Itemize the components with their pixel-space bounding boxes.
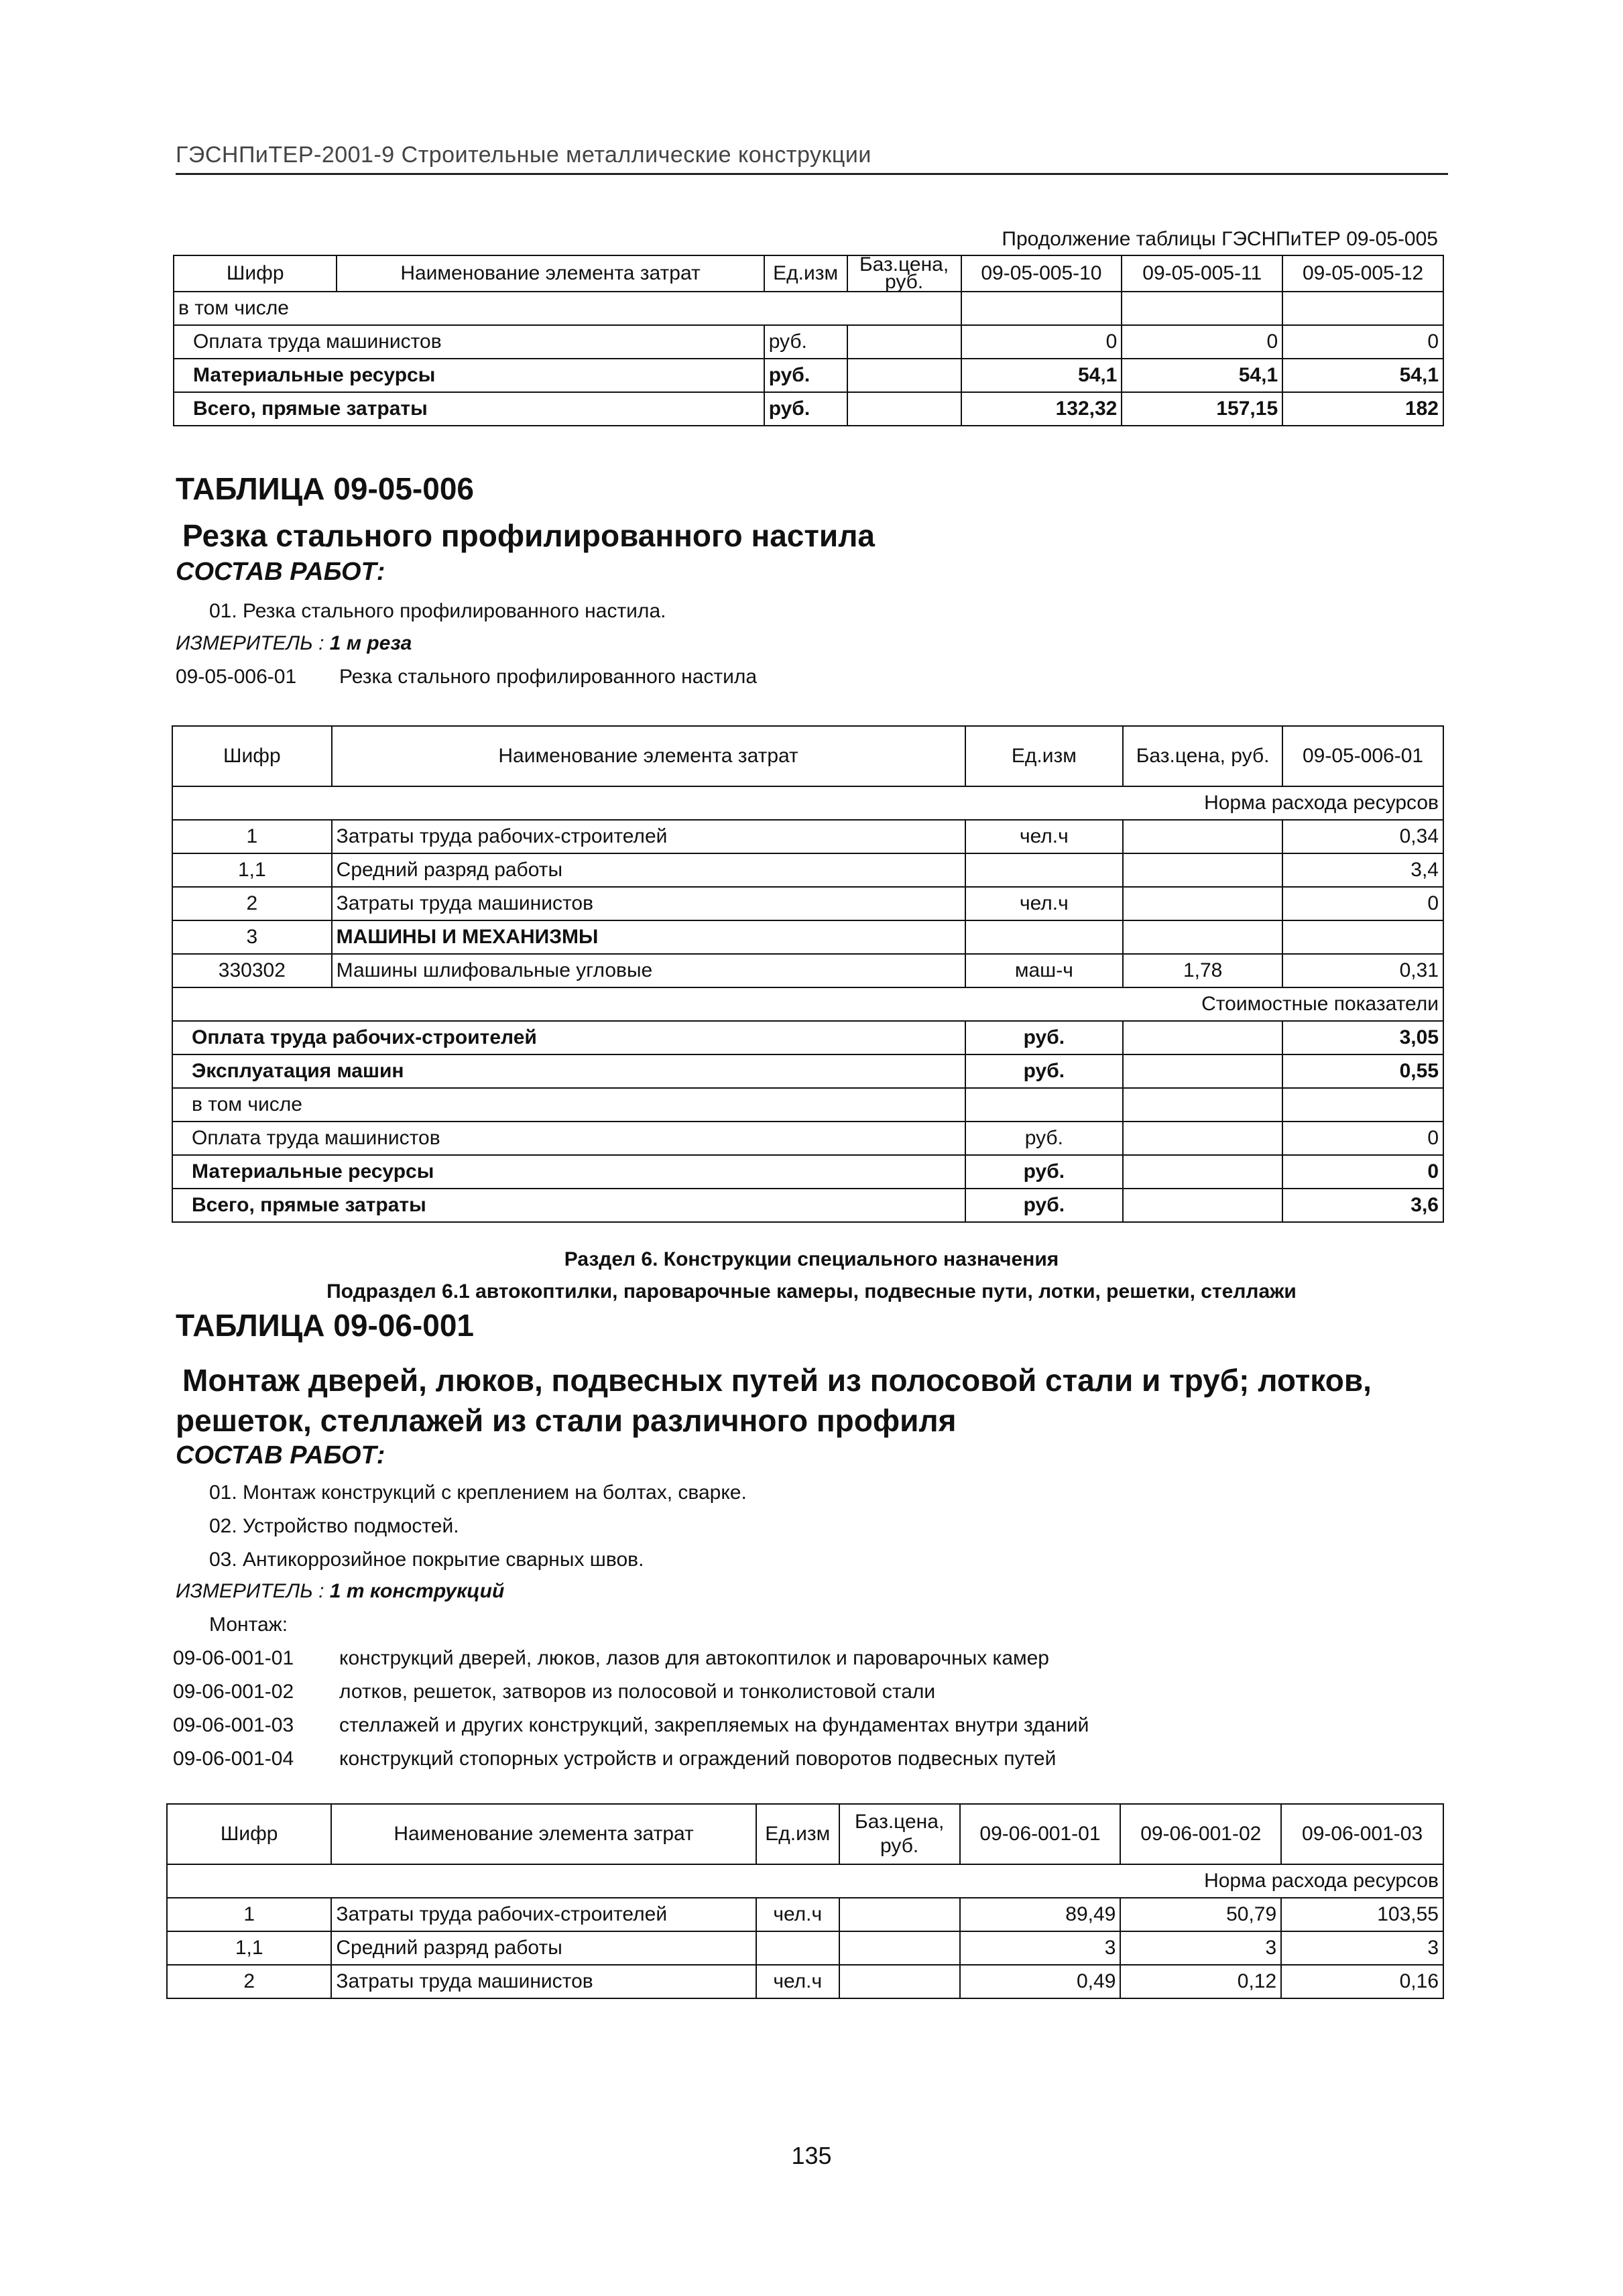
row-value bbox=[1282, 920, 1443, 954]
row-price bbox=[1123, 920, 1282, 954]
row-name: Всего, прямые затраты bbox=[174, 392, 764, 426]
table-row bbox=[167, 1898, 1443, 1931]
continuation-table bbox=[173, 255, 1444, 426]
header-cell: 09-05-005-11 bbox=[1122, 255, 1282, 292]
row-name: Материальные ресурсы bbox=[174, 359, 764, 392]
row-name: Эксплуатация машин bbox=[172, 1054, 965, 1088]
row-unit: руб. bbox=[965, 1155, 1124, 1189]
code-desc: стеллажей и других конструкций, закрепляемых на фундаментах внутри зданий bbox=[339, 1714, 1089, 1736]
header-cell: Шифр bbox=[174, 255, 337, 292]
row-unit: руб. bbox=[764, 392, 847, 426]
norma-row bbox=[167, 1864, 1443, 1898]
row-value: 103,55 bbox=[1281, 1898, 1443, 1931]
row-unit bbox=[965, 853, 1124, 887]
code-line bbox=[173, 1647, 1049, 1670]
row-name: МАШИНЫ И МЕХАНИЗМЫ bbox=[332, 920, 965, 954]
code: 09-05-006-01 bbox=[176, 666, 297, 688]
sostav-label: СОСТАВ РАБОТ: bbox=[176, 1441, 385, 1469]
continuation-caption: Продолжение таблицы ГЭСНПиТЕР 09-05-005 bbox=[1002, 228, 1438, 250]
row-code: 1 bbox=[167, 1898, 331, 1931]
row-value: 3 bbox=[1120, 1931, 1281, 1965]
row-name: в том числе bbox=[174, 292, 764, 325]
cost-row bbox=[172, 1189, 1443, 1222]
cost-row bbox=[172, 1155, 1443, 1189]
row-name: Материальные ресурсы bbox=[172, 1155, 965, 1189]
row-name: Затраты труда рабочих-строителей bbox=[332, 820, 965, 853]
table-row bbox=[174, 392, 1443, 426]
row-code: 2 bbox=[172, 887, 332, 920]
code-desc: Резка стального профилированного настила bbox=[339, 666, 758, 688]
work-item: 01. Резка стального профилированного настила. bbox=[209, 600, 666, 622]
header-cell: Наименование элемента затрат bbox=[332, 726, 965, 786]
row-value: 0 bbox=[961, 325, 1122, 359]
razdel-heading: Раздел 6. Конструкции специального назначения bbox=[564, 1248, 1059, 1270]
row-value: 132,32 bbox=[961, 392, 1122, 426]
cost-row bbox=[172, 1054, 1443, 1088]
code-line bbox=[173, 1748, 1056, 1770]
row-value: 0,55 bbox=[1282, 1054, 1443, 1088]
row-unit: маш-ч bbox=[965, 954, 1124, 987]
code-line bbox=[176, 666, 757, 688]
row-value: 50,79 bbox=[1120, 1898, 1281, 1931]
row-value: 89,49 bbox=[960, 1898, 1121, 1931]
code-desc: конструкций дверей, люков, лазов для автокоптилок и пароварочных камер bbox=[339, 1647, 1049, 1669]
row-unit bbox=[756, 1931, 839, 1965]
row-name: Оплата труда машинистов bbox=[174, 325, 764, 359]
row-name: Затраты труда рабочих-строителей bbox=[331, 1898, 756, 1931]
header-cell: Ед.изм bbox=[764, 255, 847, 292]
header-cell: 09-06-001-01 bbox=[960, 1804, 1121, 1864]
header-cell: Шифр bbox=[172, 726, 332, 786]
row-code: 1,1 bbox=[167, 1931, 331, 1965]
row-unit: руб. bbox=[965, 1122, 1124, 1155]
header-cell: Ед.изм bbox=[756, 1804, 839, 1864]
row-value: 0,16 bbox=[1281, 1965, 1443, 1998]
row-name: Затраты труда машинистов bbox=[331, 1965, 756, 1998]
table-09-05-006 bbox=[172, 725, 1444, 1223]
table-row bbox=[172, 920, 1443, 954]
row-price bbox=[1123, 853, 1282, 887]
row-value: 0 bbox=[1122, 325, 1282, 359]
cost-row bbox=[172, 1021, 1443, 1054]
row-name: Всего, прямые затраты bbox=[172, 1189, 965, 1222]
row-unit: чел.ч bbox=[965, 820, 1124, 853]
header-cell: Наименование элемента затрат bbox=[331, 1804, 756, 1864]
code: 09-06-001-02 bbox=[173, 1681, 294, 1703]
cost-row bbox=[172, 1088, 1443, 1122]
row-value: 54,1 bbox=[1282, 359, 1443, 392]
page-number: 135 bbox=[791, 2142, 832, 2169]
running-header: ГЭСНПиТЕР-2001-9 Строительные металлические конструкции bbox=[176, 142, 871, 168]
code-line bbox=[173, 1681, 935, 1703]
row-price bbox=[1123, 820, 1282, 853]
table-row bbox=[174, 325, 1443, 359]
row-name: Средний разряд работы bbox=[331, 1931, 756, 1965]
header-cell: 09-06-001-03 bbox=[1281, 1804, 1443, 1864]
table-09-06-001 bbox=[166, 1803, 1444, 1999]
table-header-row bbox=[167, 1804, 1443, 1864]
work-item: 02. Устройство подмостей. bbox=[209, 1515, 459, 1537]
table-row bbox=[172, 887, 1443, 920]
row-code: 3 bbox=[172, 920, 332, 954]
table-title: ТАБЛИЦА 09-06-001 bbox=[176, 1308, 474, 1343]
stoim-label: Стоимостные показатели bbox=[172, 987, 1443, 1021]
row-unit: чел.ч bbox=[756, 1898, 839, 1931]
work-item: 01. Монтаж конструкций с креплением на болтах, сварке. bbox=[209, 1482, 747, 1504]
table-row bbox=[167, 1931, 1443, 1965]
montazh-label: Монтаж: bbox=[209, 1614, 288, 1636]
row-unit bbox=[965, 920, 1124, 954]
podrazdel-heading: Подраздел 6.1 автокоптилки, пароварочные камеры, подвесные пути, лотки, решетки, стеллажи bbox=[326, 1280, 1297, 1303]
row-value: 54,1 bbox=[961, 359, 1122, 392]
row-code: 2 bbox=[167, 1965, 331, 1998]
row-unit: чел.ч bbox=[965, 887, 1124, 920]
izmeritel-label: ИЗМЕРИТЕЛЬ : bbox=[176, 1580, 324, 1602]
table-row bbox=[167, 1965, 1443, 1998]
row-unit: руб. bbox=[764, 325, 847, 359]
row-value: 0,12 bbox=[1120, 1965, 1281, 1998]
row-value: 0,49 bbox=[960, 1965, 1121, 1998]
row-value: 0 bbox=[1282, 1122, 1443, 1155]
row-unit: руб. bbox=[965, 1189, 1124, 1222]
code: 09-06-001-01 bbox=[173, 1647, 294, 1669]
row-unit: руб. bbox=[764, 359, 847, 392]
work-item: 03. Антикоррозийное покрытие сварных швов. bbox=[209, 1549, 644, 1571]
row-value: 0,31 bbox=[1282, 954, 1443, 987]
table-header-row bbox=[172, 726, 1443, 786]
row-price bbox=[1123, 887, 1282, 920]
norma-label: Норма расхода ресурсов bbox=[167, 1864, 1443, 1898]
table-row bbox=[174, 292, 1443, 325]
code-desc: конструкций стопорных устройств и ограждений поворотов подвесных путей bbox=[339, 1748, 1057, 1770]
header-cell: Шифр bbox=[167, 1804, 331, 1864]
row-unit: руб. bbox=[965, 1054, 1124, 1088]
table-header-row bbox=[174, 255, 1443, 292]
row-unit: чел.ч bbox=[756, 1965, 839, 1998]
row-value: 54,1 bbox=[1122, 359, 1282, 392]
row-unit bbox=[965, 1088, 1124, 1122]
izmeritel-label: ИЗМЕРИТЕЛЬ : bbox=[176, 632, 324, 654]
izmeritel bbox=[176, 632, 412, 655]
row-value: 3 bbox=[1281, 1931, 1443, 1965]
code: 09-06-001-04 bbox=[173, 1748, 294, 1770]
code-line bbox=[173, 1714, 1089, 1737]
table-row bbox=[174, 359, 1443, 392]
izmeritel-value: 1 т конструкций bbox=[329, 1580, 505, 1602]
code-desc: лотков, решеток, затворов из полосовой и тонколистовой стали bbox=[339, 1681, 936, 1703]
row-value: 0 bbox=[1282, 1155, 1443, 1189]
row-value: 3,4 bbox=[1282, 853, 1443, 887]
table-row bbox=[172, 954, 1443, 987]
row-value: 0 bbox=[1282, 325, 1443, 359]
row-name: Затраты труда машинистов bbox=[332, 887, 965, 920]
row-value: 182 bbox=[1282, 392, 1443, 426]
header-cell: Наименование элемента затрат bbox=[337, 255, 764, 292]
header-cell: Ед.изм bbox=[965, 726, 1124, 786]
code: 09-06-001-03 bbox=[173, 1714, 294, 1736]
header-rule bbox=[176, 173, 1448, 175]
header-cell: Баз.цена, руб. bbox=[1123, 726, 1282, 786]
sostav-label: СОСТАВ РАБОТ: bbox=[176, 558, 385, 586]
table-name-line1: Монтаж дверей, люков, подвесных путей из полосовой стали и труб; лотков, bbox=[182, 1363, 1372, 1398]
row-name: Машины шлифовальные угловые bbox=[332, 954, 965, 987]
row-code: 1,1 bbox=[172, 853, 332, 887]
row-code: 330302 bbox=[172, 954, 332, 987]
row-value: 3,6 bbox=[1282, 1189, 1443, 1222]
table-row bbox=[172, 820, 1443, 853]
row-code: 1 bbox=[172, 820, 332, 853]
row-value bbox=[1282, 1088, 1443, 1122]
row-name: Средний разряд работы bbox=[332, 853, 965, 887]
row-value: 157,15 bbox=[1122, 392, 1282, 426]
row-value: 0,34 bbox=[1282, 820, 1443, 853]
row-value: 3,05 bbox=[1282, 1021, 1443, 1054]
header-cell: 09-06-001-02 bbox=[1120, 1804, 1281, 1864]
norma-label: Норма расхода ресурсов bbox=[172, 786, 1443, 820]
stoim-row bbox=[172, 987, 1443, 1021]
table-title: ТАБЛИЦА 09-05-006 bbox=[176, 471, 474, 506]
row-unit: руб. bbox=[965, 1021, 1124, 1054]
table-name: Резка стального профилированного настила bbox=[182, 518, 876, 553]
izmeritel bbox=[176, 1580, 504, 1603]
row-name: Оплата труда машинистов bbox=[172, 1122, 965, 1155]
header-cell: 09-05-006-01 bbox=[1282, 726, 1443, 786]
header-cell: Баз.цена, руб. bbox=[847, 255, 961, 292]
header-cell: Баз.цена, руб. bbox=[839, 1804, 960, 1864]
table-name-line2: решеток, стеллажей из стали различного профиля bbox=[176, 1403, 957, 1438]
row-price: 1,78 bbox=[1123, 954, 1282, 987]
norma-row bbox=[172, 786, 1443, 820]
cost-row bbox=[172, 1122, 1443, 1155]
row-name: в том числе bbox=[172, 1088, 965, 1122]
header-cell: 09-05-005-10 bbox=[961, 255, 1122, 292]
header-cell: 09-05-005-12 bbox=[1282, 255, 1443, 292]
table-row bbox=[172, 853, 1443, 887]
row-name: Оплата труда рабочих-строителей bbox=[172, 1021, 965, 1054]
row-value: 0 bbox=[1282, 887, 1443, 920]
izmeritel-value: 1 м реза bbox=[329, 632, 412, 654]
row-value: 3 bbox=[960, 1931, 1121, 1965]
